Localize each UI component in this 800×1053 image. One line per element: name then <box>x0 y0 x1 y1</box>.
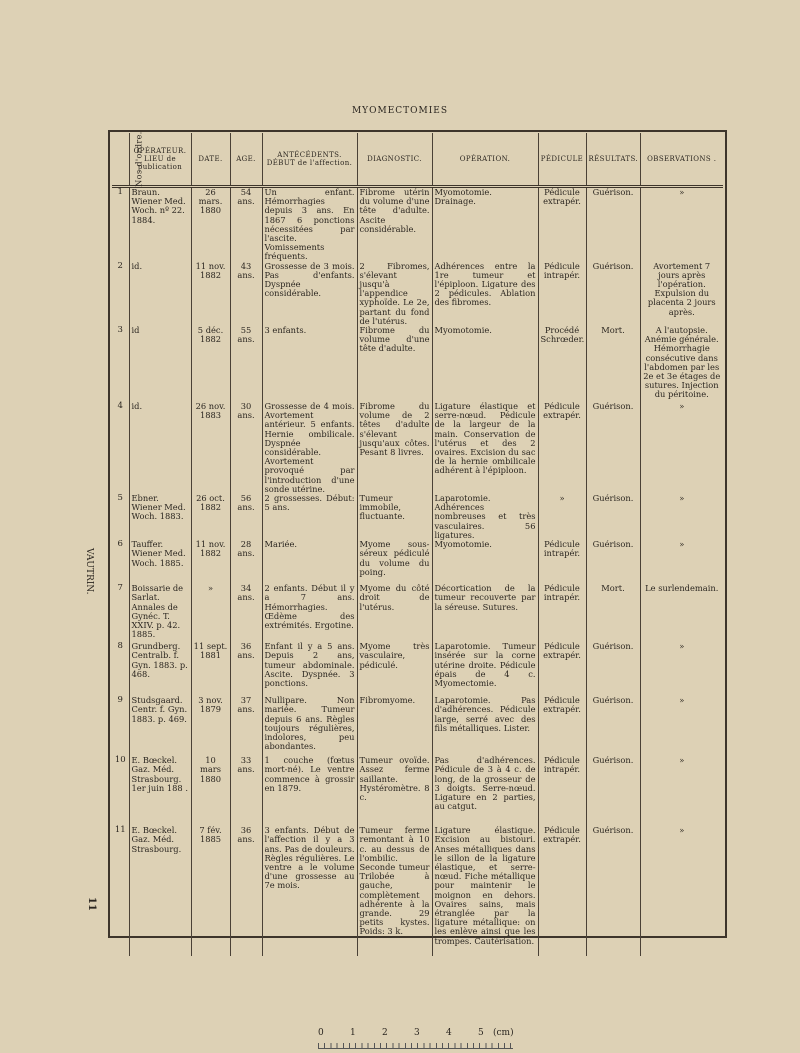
header-results: RÉSULTATS. <box>586 133 640 187</box>
cell-pedicle: Procédé Schrœder. <box>538 326 586 402</box>
cell-operator: Grundberg. Centralb. f. Gyn. 1883. p. 468. <box>129 642 191 696</box>
cell-operation: Myomotomie. Drainage. <box>432 187 538 262</box>
cell-number: 7 <box>117 583 123 594</box>
cell-age: 30 ans. <box>230 402 262 494</box>
margin-number: 11 <box>86 897 97 911</box>
cell-history: 1 couche (fœtus mort-né). Le ventre commence à grossir en 1879. <box>262 756 357 826</box>
cell-date: 3 nov. 1879 <box>191 696 230 756</box>
cell-history: 3 enfants. <box>262 326 357 402</box>
cell-date: 26 mars. 1880 <box>191 187 230 262</box>
cell-history: Mariée. <box>262 540 357 584</box>
cell-observation: » <box>640 756 723 826</box>
table-row <box>112 262 723 326</box>
cell-number: 4 <box>117 401 123 412</box>
scale-label: (cm) <box>493 1028 514 1038</box>
cell-age: 55 ans. <box>230 326 262 402</box>
table-row <box>112 826 723 956</box>
cell-operation: Laparotomie. Adhérences nombreuses et très vasculaires. 56 ligatures. <box>432 494 538 540</box>
cell-pedicle: Pédicule intrapér. <box>538 262 586 326</box>
cell-history: 2 grossesses. Début: 5 ans. <box>262 494 357 540</box>
cell-date: 26 oct. 1882 <box>191 494 230 540</box>
cell-operator: Boissarie de Sarlat. Annales de Gynéc. T. XXIV. p. 42. 1885. <box>129 584 191 642</box>
cell-observation: A l'autopsie. Anémie générale. Hémorrhagie consécutive dans l'abdomen par les 2e et 3e étages de sutures. Injection du péritoine. <box>640 326 723 402</box>
table-row <box>112 756 723 826</box>
table-body <box>112 187 723 957</box>
cell-observation: » <box>640 642 723 696</box>
cell-age: 36 ans. <box>230 642 262 696</box>
cell-operation: Myomotomie. <box>432 540 538 584</box>
cell-operation: Adhérences entre la 1re tumeur et l'épiploon. Ligature des 2 pédicules. Ablation des fibromes. <box>432 262 538 326</box>
cell-observation: Le surlendemain. <box>640 584 723 642</box>
cell-age: 36 ans. <box>230 826 262 956</box>
cell-history: Un enfant. Hémorrhagies depuis 3 ans. En 1867 6 ponctions nécessitées par l'ascite. Vomissements fréquents. <box>262 187 357 262</box>
scale-label: 1 <box>350 1028 356 1038</box>
cell-date: 11 nov. 1882 <box>191 262 230 326</box>
cell-number: 6 <box>117 539 123 550</box>
cell-pedicle: » <box>538 494 586 540</box>
cell-observation: » <box>640 826 723 956</box>
cell-diagnosis: Tumeur ferme remontant à 10 c. au dessus de l'ombilic. Seconde tumeur Trilobée à gauche, complètement adhérente à la grande. 29 petits kystes. Poids: 3 k. <box>357 826 432 956</box>
cell-operation: Laparotomie. Tumeur insérée sur la corne utérine droite. Pédicule épais de 4 c. Myomectomie. <box>432 642 538 696</box>
cell-diagnosis: Tumeur immobile, fluctuante. <box>357 494 432 540</box>
cell-operation: Myomotomie. <box>432 326 538 402</box>
cell-history: Grossesse de 3 mois. Pas d'enfants. Dyspnée considérable. <box>262 262 357 326</box>
cell-operator: Ebner. Wiener Med. Woch. 1883. <box>129 494 191 540</box>
cell-result: Guérison. <box>586 494 640 540</box>
cell-operator: Tauffer. Wiener Med. Woch. 1885. <box>129 540 191 584</box>
cell-date: » <box>191 584 230 642</box>
cell-operation: Ligature élastique. Excision au bistouri. Anses métalliques dans le sillon de la ligature élastique, et serre-nœud. Fiche métallique pour maintenir le moignon en dehors. Ovaires sains, mais étranglée par la ligature métallique: on les enlève ainsi que les trompes. Cautérisation. <box>432 826 538 956</box>
cell-operator: id <box>129 326 191 402</box>
cell-number: 5 <box>117 493 123 504</box>
scale-label: 0 <box>318 1028 324 1038</box>
cell-number: 8 <box>117 641 123 652</box>
cell-result: Guérison. <box>586 696 640 756</box>
cell-operator: E. Bœckel. Gaz. Méd. Strasbourg. <box>129 826 191 956</box>
cell-result: Guérison. <box>586 756 640 826</box>
cell-number: 9 <box>117 695 123 706</box>
cell-observation: » <box>640 494 723 540</box>
cell-pedicle: Pédicule extrapér. <box>538 187 586 262</box>
cell-diagnosis: Fibrome du volume de 2 têtes d'adulte s'élevant jusqu'aux côtes. Pesant 8 livres. <box>357 402 432 494</box>
cell-age: 34 ans. <box>230 584 262 642</box>
cell-date: 26 nov. 1883 <box>191 402 230 494</box>
cell-operator: Studsgaard. Centr. f. Gyn. 1883. p. 469. <box>129 696 191 756</box>
cell-result: Guérison. <box>586 262 640 326</box>
cell-observation: Avortement 7 jours après l'opération. Expulsion du placenta 2 jours après. <box>640 262 723 326</box>
cell-number: 2 <box>117 260 123 271</box>
cell-pedicle: Pédicule intrapér. <box>538 540 586 584</box>
table-row <box>112 187 723 262</box>
table-row <box>112 540 723 584</box>
header-no: Nos d'ordre. <box>112 133 129 187</box>
table-row <box>112 584 723 642</box>
cell-number: 10 <box>114 755 126 766</box>
cell-diagnosis: Myome sous-séreux pédiculé du volume du poing. <box>357 540 432 584</box>
cell-history: 3 enfants. Début de l'affection il y a 3 ans. Pas de douleurs. Règles régulières. Le ventre a le volume d'une grossesse au 7e mois. <box>262 826 357 956</box>
cell-operation: Ligature élastique et serre-nœud. Pédicule de la largeur de la main. Conservation de l'utérus et des 2 ovaires. Excision du sac de la hernie ombilicale adhérent à l'épiploon. <box>432 402 538 494</box>
cell-result: Guérison. <box>586 642 640 696</box>
cell-operation: Décortication de la tumeur recouverte par la séreuse. Sutures. <box>432 584 538 642</box>
cell-result: Guérison. <box>586 826 640 956</box>
header-operator: OPÉRATEUR. LIEU de publication <box>129 133 191 187</box>
cell-observation: » <box>640 187 723 262</box>
cell-history: Grossesse de 4 mois. Avortement antérieur. 5 enfants. Hernie ombilicale. Dyspnée considérable. Avortement provoqué par l'introduction d'une sonde utérine. <box>262 402 357 494</box>
table-row <box>112 696 723 756</box>
cell-age: 37 ans. <box>230 696 262 756</box>
cell-number: 3 <box>117 325 123 336</box>
table-row <box>112 402 723 494</box>
scale-label: 5 <box>478 1028 484 1038</box>
cell-operation: Laparotomie. Pas d'adhérences. Pédicule large, serré avec des fils métalliques. Lister. <box>432 696 538 756</box>
cell-operator: Braun. Wiener Med. Woch. nº 22. 1884. <box>129 187 191 262</box>
scale-label: 4 <box>446 1028 452 1038</box>
cell-result: Guérison. <box>586 402 640 494</box>
header-diagnosis: DIAGNOSTIC. <box>357 133 432 187</box>
cell-result: Mort. <box>586 584 640 642</box>
cell-date: 7 fév. 1885 <box>191 826 230 956</box>
cell-pedicle: Pédicule extrapér. <box>538 696 586 756</box>
cell-age: 33 ans. <box>230 756 262 826</box>
header-pedicle: PÉDICULE <box>538 133 586 187</box>
cell-diagnosis: Myome très vasculaire, pédiculé. <box>357 642 432 696</box>
cell-date: 5 déc. 1882 <box>191 326 230 402</box>
cell-age: 28 ans. <box>230 540 262 584</box>
cell-pedicle: Pédicule extrapér. <box>538 402 586 494</box>
table-row <box>112 642 723 696</box>
cell-diagnosis: Fibrome utérin du volume d'une tête d'adulte. Ascite considérable. <box>357 187 432 262</box>
cell-result: Guérison. <box>586 187 640 262</box>
cell-history: Nullipare. Non mariée. Tumeur depuis 6 ans. Règles toujours régulières, indolores, peu abondantes. <box>262 696 357 756</box>
cell-date: 10 mars 1880 <box>191 756 230 826</box>
header-operation: OPÉRATION. <box>432 133 538 187</box>
cell-pedicle: Pédicule extrapér. <box>538 826 586 956</box>
scale-ruler <box>318 1043 513 1049</box>
header-observations: OBSERVATIONS . <box>640 133 723 187</box>
cell-number: 11 <box>114 825 126 836</box>
cell-observation: » <box>640 402 723 494</box>
cell-result: Mort. <box>586 326 640 402</box>
scale-label: 3 <box>414 1028 420 1038</box>
cell-diagnosis: Fibromyome. <box>357 696 432 756</box>
cell-history: Enfant il y a 5 ans. Depuis 2 ans, tumeur abdominale. Ascite. Dyspnée. 3 ponctions. <box>262 642 357 696</box>
cell-diagnosis: Fibrome du volume d'une tête d'adulte. <box>357 326 432 402</box>
cell-date: 11 sept. 1881 <box>191 642 230 696</box>
cell-diagnosis: Tumeur ovoïde. Assez ferme saillante. Hystéromètre. 8 c. <box>357 756 432 826</box>
cell-date: 11 nov. 1882 <box>191 540 230 584</box>
cell-operator: id. <box>129 402 191 494</box>
cell-diagnosis: Myome du côté droit de l'utérus. <box>357 584 432 642</box>
cell-operator: id. <box>129 262 191 326</box>
page-title: MYOMECTOMIES <box>351 106 449 116</box>
cell-number: 1 <box>117 187 123 197</box>
table-row <box>112 326 723 402</box>
cell-pedicle: Pédicule intrapér. <box>538 756 586 826</box>
cell-pedicle: Pédicule extrapér. <box>538 642 586 696</box>
cell-history: 2 enfants. Début il y a 7 ans. Hémorrhagies. Œdème des extrémités. Ergotine. <box>262 584 357 642</box>
cell-operator: E. Bœckel. Gaz. Méd. Strasbourg. 1er juin 188 . <box>129 756 191 826</box>
cell-observation: » <box>640 540 723 584</box>
cell-pedicle: Pédicule intrapér. <box>538 584 586 642</box>
cell-age: 43 ans. <box>230 262 262 326</box>
scale-label: 2 <box>382 1028 388 1038</box>
cell-result: Guérison. <box>586 540 640 584</box>
cell-age: 54 ans. <box>230 187 262 262</box>
cell-observation: » <box>640 696 723 756</box>
header-age: AGE. <box>230 133 262 187</box>
scale-bar <box>318 1028 518 1050</box>
cell-age: 56 ans. <box>230 494 262 540</box>
table-header-row <box>112 133 723 187</box>
header-date: DATE. <box>191 133 230 187</box>
margin-text: VAUTRIN. <box>84 548 94 595</box>
cell-operation: Pas d'adhérences. Pédicule de 3 à 4 c. de long, de la grosseur de 3 doigts. Serre-nœud. Ligature en 2 parties, au catgut. <box>432 756 538 826</box>
header-history: ANTÉCÉDENTS. DÉBUT de l'affection. <box>262 133 357 187</box>
myomectomy-table <box>112 133 723 956</box>
cell-diagnosis: 2 Fibromes, s'élevant jusqu'à l'appendice xyphoïde. Le 2e, partant du fond de l'utérus. <box>357 262 432 326</box>
table-row <box>112 494 723 540</box>
